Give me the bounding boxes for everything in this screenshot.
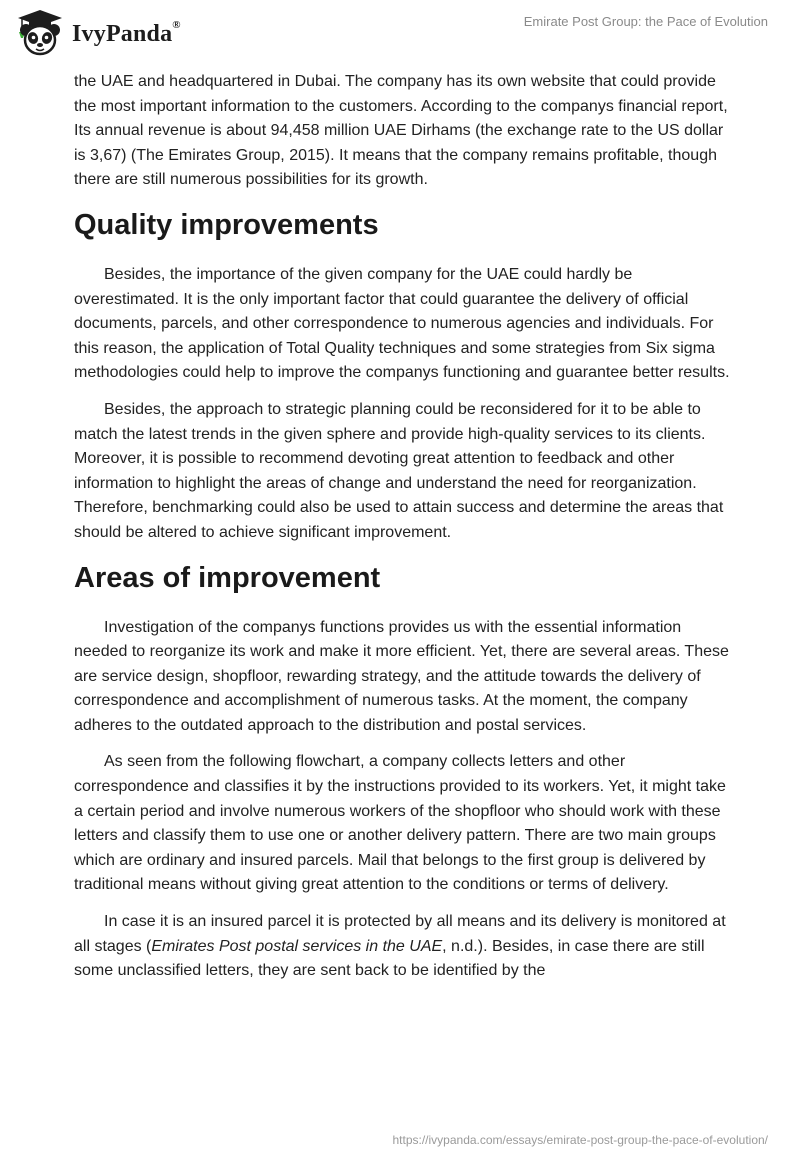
footer-source-url[interactable]: https://ivypanda.com/essays/emirate-post-group-the-pace-of-evolution/ — [392, 1133, 768, 1147]
paragraph-areas-1: Investigation of the companys functions provides us with the essential information needed to reorganize its work and make it more efficient. Yet, there are several areas. These are service design, shopfloor, rewarding strategy, and the attitude towards the delivery of correspondence and accomplishment of numerous tasks. At the moment, the company adheres to the outdated approach to the distribution and postal services. — [74, 618, 729, 734]
heading-areas-of-improvement: Areas of improvement — [74, 561, 381, 594]
paragraph-quality-2: Besides, the approach to strategic planning could be reconsidered for it to be able to match the latest trends in the given sphere and provide high-quality services to its clients. Moreover, it is possible to recommend devoting great attention to feedback and other information to highlight the areas of change and understand the need for reorganization. Therefore, benchmarking could also be used to attain success and determine the areas that should be altered to achieve significant improvement. — [74, 400, 724, 541]
registered-mark: ® — [172, 18, 181, 31]
page-header — [0, 0, 800, 68]
paragraph-areas-3-end: , n.d.). Besides, in case there are still some unclassified letters, they are sent back to be identified by the — [74, 937, 705, 980]
logo-wordmark — [72, 18, 181, 48]
heading-quality-improvements: Quality improvements — [74, 208, 379, 241]
paragraph-quality-1: Besides, the importance of the given company for the UAE could hardly be overestimated. It is the only important factor that could guarantee the delivery of official documents, parcels, and other correspondence to numerous agencies and individuals. For this reason, the application of Total Quality techniques and some strategies from Six sigma methodologies could help to improve the companys functioning and guarantee better results. — [74, 265, 730, 382]
essay-body — [74, 70, 734, 996]
running-title: Emirate Post Group: the Pace of Evolution — [523, 14, 768, 29]
citation-emirates-post: Emirates Post postal services in the UAE — [151, 937, 443, 955]
paragraph-areas-2: As seen from the following flowchart, a company collects letters and other correspondence and classifies it by the instructions provided to its workers. Yet, it might take a certain period and involve numerous workers of the shopfloor who should work with these letters and classify them to use one or another delivery pattern. There are two main groups which are ordinary and insured parcels. Mail that belongs to the first group is delivered by traditional means without giving great attention to the conditions or terms of delivery. — [74, 753, 726, 894]
panda-mascot-icon — [14, 8, 66, 60]
ivypanda-logo[interactable] — [14, 8, 181, 60]
paragraph-intro-continuation: the UAE and headquartered in Dubai. The company has its own website that could provide the most important information to the customers. According to the companys financial report, Its annual revenue is about 94,458 million UAE Dirhams (the exchange rate to the US dollar is 3,67) (The Emirates Group, 2015). It means that the company remains profitable, though there are still numerous possibilities for its growth. — [74, 73, 728, 189]
logo-text: IvyPanda — [72, 20, 173, 47]
paragraph-areas-3-start: In case it is an insured parcel it is protected by all means and its delivery is monitored at all stages ( — [74, 913, 726, 955]
paragraph-areas-3 — [74, 910, 734, 984]
